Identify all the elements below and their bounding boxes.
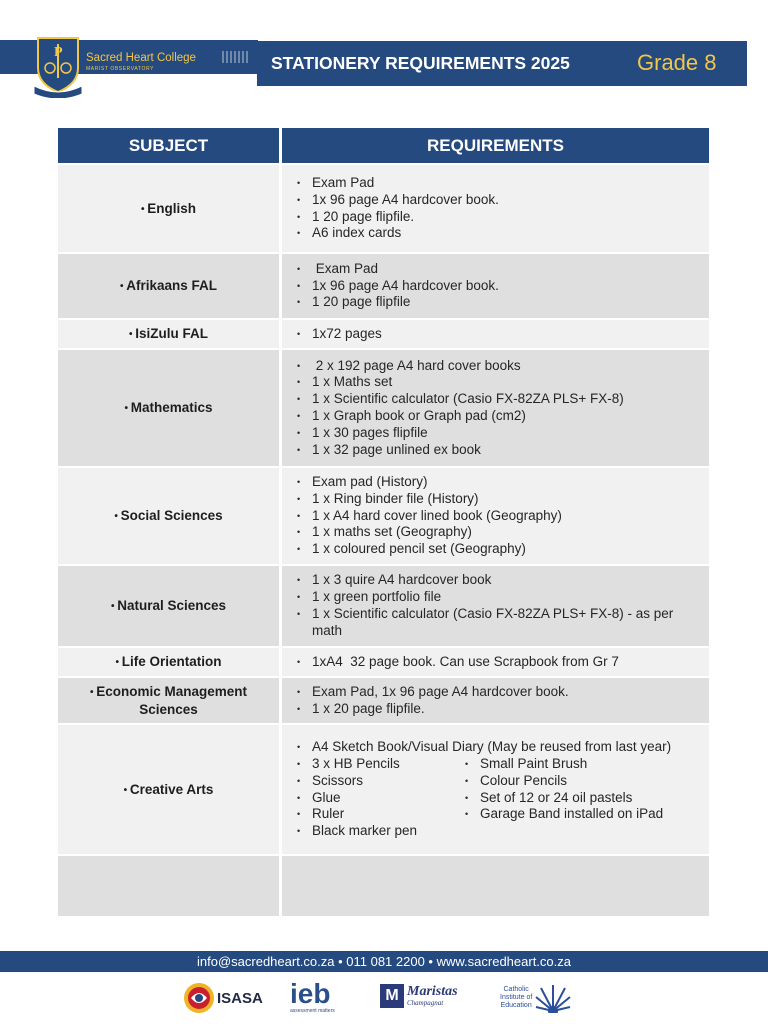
list-item: • 1 x Ring binder file (History) (296, 491, 699, 508)
list-item: • 1 x 32 page unlined ex book (296, 442, 699, 459)
list-item: • 1 x Scientific calculator (Casio FX-82ZA PLS+ FX-8) (296, 391, 699, 408)
list-item: • 2 x 192 page A4 hard cover books (296, 358, 699, 375)
requirements-cell (282, 350, 709, 466)
list-item: • Glue (296, 790, 464, 807)
subject-cell: • IsiZulu FAL (58, 320, 279, 348)
subject-cell: • Social Sciences (58, 468, 279, 564)
list-item: • Black marker pen (296, 823, 464, 840)
subject-cell: • English (58, 165, 279, 252)
list-item: • 1 x 3 quire A4 hardcover book (296, 572, 699, 589)
table-row (58, 648, 709, 676)
subject-cell: • Life Orientation (58, 648, 279, 676)
list-item: • 3 x HB Pencils (296, 756, 464, 773)
table-row (58, 165, 709, 252)
list-item: • 1x72 pages (296, 326, 699, 343)
table-row (58, 678, 709, 723)
list-item: • Set of 12 or 24 oil pastels (464, 790, 663, 807)
subject-cell: • Mathematics (58, 350, 279, 466)
list-item: • 1 20 page flipfile (296, 294, 699, 311)
ieb-logo: ieb assessment matters (290, 978, 335, 1014)
empty-table-row (58, 856, 709, 916)
list-item: • 1 x maths set (Geography) (296, 524, 699, 541)
svg-text:P: P (54, 45, 63, 60)
table-row (58, 320, 709, 348)
requirements-cell (282, 165, 709, 252)
requirements-column-header: REQUIREMENTS (282, 128, 709, 163)
list-item: • Exam Pad (296, 261, 699, 278)
grade-label: Grade 8 (637, 50, 717, 75)
subject-cell: • Natural Sciences (58, 566, 279, 646)
list-item: • 1 20 page flipfile. (296, 209, 699, 226)
subject-cell: • Afrikaans FAL (58, 254, 279, 318)
list-item: • Scissors (296, 773, 464, 790)
table-header (58, 128, 709, 163)
list-item: • 1 x 30 pages flipfile (296, 425, 699, 442)
title-bar (257, 41, 747, 86)
contact-info: info@sacredheart.co.za • 011 081 2200 • www.sacredheart.co.za (197, 954, 571, 969)
list-item: • Exam Pad, 1x 96 page A4 hardcover book. (296, 684, 699, 701)
list-item: • 1 x A4 hard cover lined book (Geography) (296, 508, 699, 525)
college-crest-logo (34, 34, 82, 98)
requirements-cell (282, 254, 709, 318)
cie-sun-icon (535, 983, 571, 1013)
requirements-cell (282, 566, 709, 646)
list-item: • 1xA4 32 page book. Can use Scrapbook from Gr 7 (296, 654, 699, 671)
list-item: • Ruler (296, 806, 464, 823)
requirements-cell (282, 678, 709, 723)
requirements-cell (282, 320, 709, 348)
list-item: • Exam pad (History) (296, 474, 699, 491)
subject-cell: • Creative Arts (58, 725, 279, 854)
college-name: Sacred Heart College (86, 52, 196, 64)
list-item: • 1 x 20 page flipfile. (296, 701, 699, 718)
table-row (58, 566, 709, 646)
list-item: • A6 index cards (296, 225, 699, 242)
partner-logos (0, 980, 768, 1020)
list-item: • 1x 96 page A4 hardcover book. (296, 192, 699, 209)
requirements-cell (282, 468, 709, 564)
requirements-cell (282, 648, 709, 676)
decorative-stripes (222, 51, 250, 63)
table-row (58, 725, 709, 854)
list-item: • Colour Pencils (464, 773, 663, 790)
page-title: STATIONERY REQUIREMENTS 2025 (271, 53, 570, 73)
list-item: • Small Paint Brush (464, 756, 663, 773)
list-item: • Exam Pad (296, 175, 699, 192)
college-subtitle: MARIST OBSERVATORY (86, 66, 155, 72)
list-item: • 1 x Graph book or Graph pad (cm2) (296, 408, 699, 425)
maristas-logo: M Maristas Champagnat (380, 984, 458, 1008)
table-row (58, 254, 709, 318)
requirements-table (58, 128, 709, 916)
table-row (58, 350, 709, 466)
isasa-emblem-icon (183, 982, 215, 1014)
list-item: • 1 x green portfolio file (296, 589, 699, 606)
list-item: • 1 x Maths set (296, 374, 699, 391)
requirements-cell (282, 725, 709, 854)
list-item: • Garage Band installed on iPad (464, 806, 663, 823)
isasa-logo: ISASA (183, 982, 263, 1014)
list-item: • 1x 96 page A4 hardcover book. (296, 278, 699, 295)
cie-logo: Catholic Institute of Education (500, 983, 571, 1013)
subject-cell: • Economic Management Sciences (58, 678, 279, 723)
list-item: • A4 Sketch Book/Visual Diary (May be reused from last year) (296, 739, 699, 756)
list-item: • 1 x Scientific calculator (Casio FX-82ZA PLS+ FX-8) - as per math (296, 606, 699, 640)
table-row (58, 468, 709, 564)
list-item: • 1 x coloured pencil set (Geography) (296, 541, 699, 558)
subject-column-header: SUBJECT (58, 128, 279, 163)
maristas-emblem-icon: M (380, 984, 404, 1008)
footer-contact-bar (0, 951, 768, 972)
